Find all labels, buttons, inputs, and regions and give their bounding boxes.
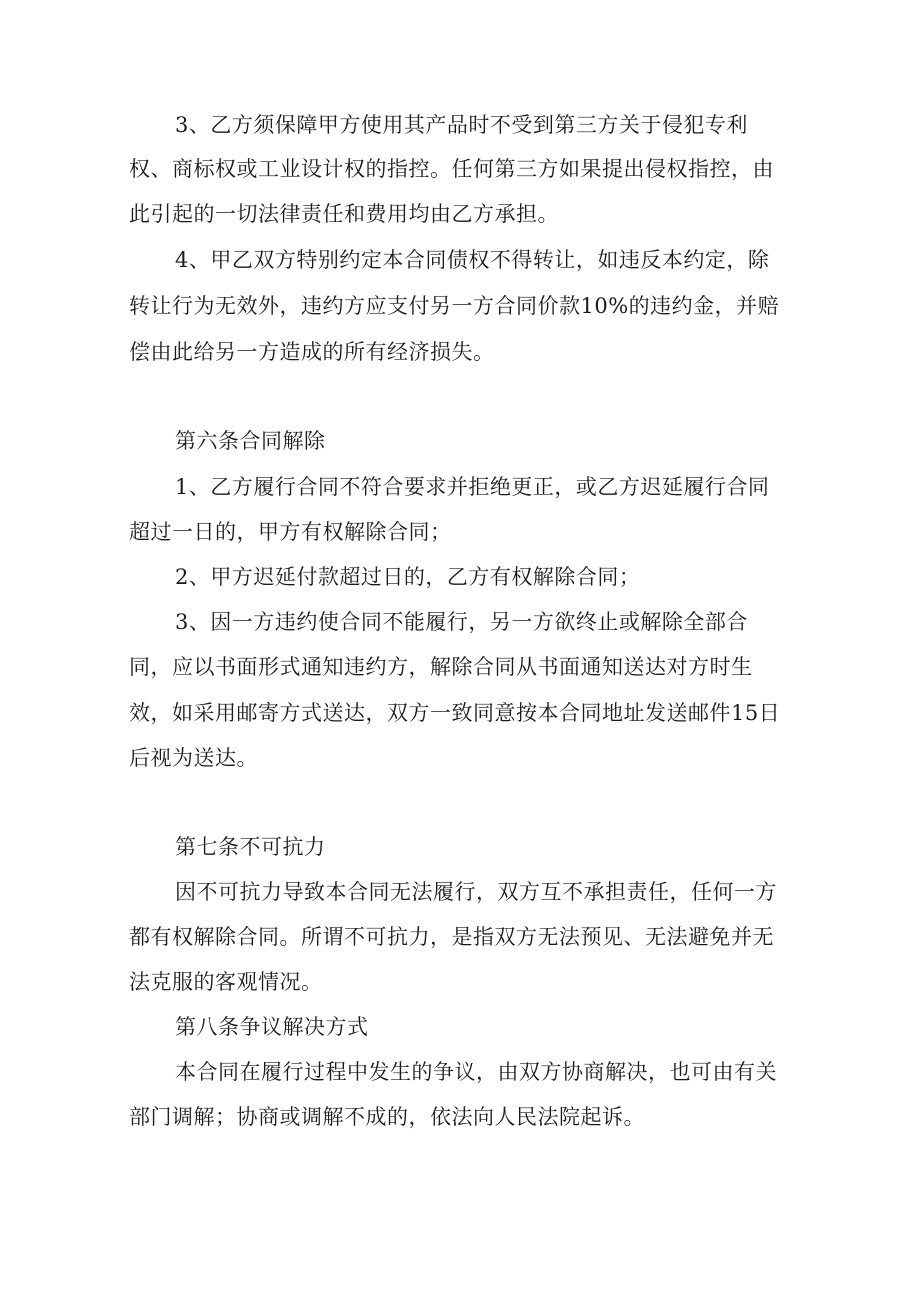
clause-6-item-3-line-3: 效，如采用邮寄方式送达，双方一致同意按本合同地址发送邮件15日 bbox=[129, 701, 781, 725]
clause-5-item-3-line-3: 此引起的一切法律责任和费用均由乙方承担。 bbox=[129, 202, 559, 226]
clause-6-item-3-line-4: 后视为送达。 bbox=[129, 746, 258, 770]
section-6-heading: 第六条合同解除 bbox=[175, 429, 326, 453]
clause-5-item-4-line-2: 转让行为无效外，违约方应支付另一方合同价款10%的违约金，并赔 bbox=[129, 294, 780, 318]
clause-6-item-1-line-2: 超过一日的，甲方有权解除合同； bbox=[129, 520, 452, 544]
clause-5-item-3-line-2: 权、商标权或工业设计权的指控。任何第三方如果提出侵权指控，由 bbox=[129, 157, 774, 181]
clause-7-line-3: 法克服的客观情况。 bbox=[129, 970, 323, 994]
clause-6-item-3-line-1: 3、因一方违约使合同不能履行，另一方欲终止或解除全部合 bbox=[175, 610, 748, 634]
clause-5-item-3-line-1: 3、乙方须保障甲方使用其产品时不受到第三方关于侵犯专利 bbox=[175, 113, 748, 137]
section-7-heading: 第七条不可抗力 bbox=[175, 835, 326, 859]
clause-7-line-1: 因不可抗力导致本合同无法履行，双方互不承担责任，任何一方 bbox=[175, 880, 777, 904]
clause-6-item-2: 2、甲方迟延付款超过日的，乙方有权解除合同； bbox=[175, 565, 641, 589]
clause-6-item-1-line-1: 1、乙方履行合同不符合要求并拒绝更正，或乙方迟延履行合同 bbox=[175, 475, 770, 499]
clause-5-item-4-line-1: 4、甲乙双方特别约定本合同债权不得转让，如违反本约定，除 bbox=[175, 248, 770, 272]
section-8-heading: 第八条争议解决方式 bbox=[175, 1015, 369, 1039]
clause-5-item-4-line-3: 偿由此给另一方造成的所有经济损失。 bbox=[129, 340, 495, 364]
clause-6-item-3-line-2: 同，应以书面形式通知违约方，解除合同从书面通知送达对方时生 bbox=[129, 655, 753, 679]
clause-7-line-2: 都有权解除合同。所谓不可抗力，是指双方无法预见、无法避免并无 bbox=[129, 925, 774, 949]
clause-8-line-2: 部门调解；协商或调解不成的，依法向人民法院起诉。 bbox=[129, 1105, 645, 1129]
clause-8-line-1: 本合同在履行过程中发生的争议，由双方协商解决，也可由有关 bbox=[175, 1060, 777, 1084]
